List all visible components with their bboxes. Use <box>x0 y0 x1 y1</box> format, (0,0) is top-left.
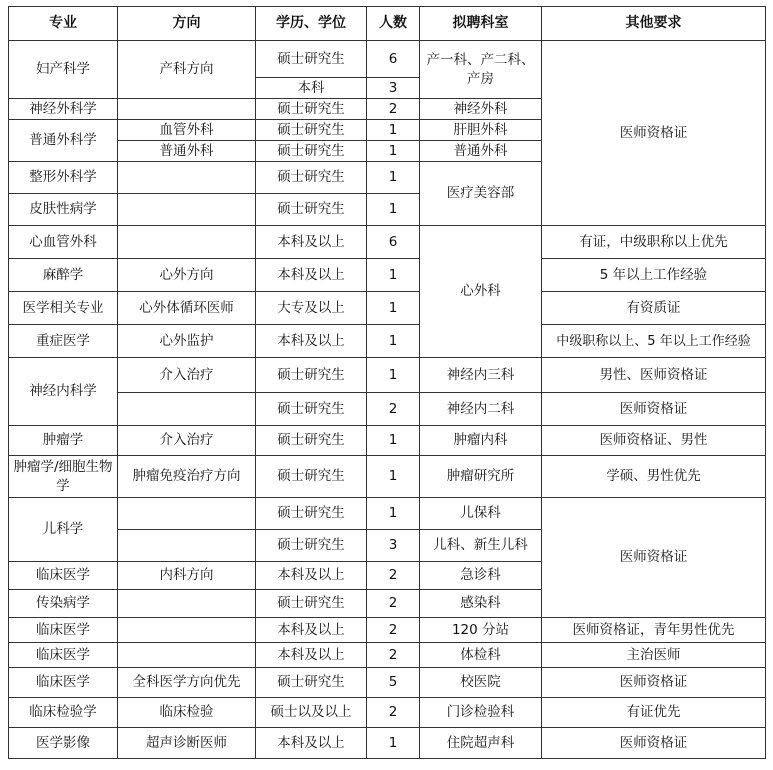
department-cell: 肿瘤内科 <box>420 426 542 456</box>
education-cell: 硕士研究生 <box>256 590 367 618</box>
major-cell: 医学相关专业 <box>9 292 118 325</box>
requirements-cell: 主治医师 <box>542 643 766 668</box>
direction-cell <box>118 194 256 226</box>
table-row <box>9 226 766 259</box>
table-row <box>9 393 766 426</box>
education-cell: 本科及以上 <box>256 259 367 292</box>
direction-cell: 介入治疗 <box>118 358 256 393</box>
direction-cell: 全科医学方向优先 <box>118 668 256 698</box>
direction-cell <box>118 618 256 643</box>
requirements-cell: 医师资格证 <box>542 41 766 226</box>
count-cell: 1 <box>367 498 420 530</box>
major-cell: 临床医学 <box>9 643 118 668</box>
direction-cell: 内科方向 <box>118 562 256 590</box>
major-cell: 妇产科学 <box>9 41 118 99</box>
count-cell: 2 <box>367 99 420 120</box>
count-cell: 2 <box>367 698 420 728</box>
count-cell: 6 <box>367 41 420 78</box>
major-cell: 心血管外科 <box>9 226 118 259</box>
department-cell: 神经内三科 <box>420 358 542 393</box>
direction-cell: 肿瘤免疫治疗方向 <box>118 456 256 498</box>
department-cell: 儿保科 <box>420 498 542 530</box>
education-cell: 本科及以上 <box>256 618 367 643</box>
requirements-cell: 医师资格证、男性 <box>542 426 766 456</box>
major-cell: 医学影像 <box>9 728 118 759</box>
table-row <box>9 498 766 530</box>
direction-cell: 超声诊断医师 <box>118 728 256 759</box>
table-row <box>9 456 766 498</box>
header-department: 拟聘科室 <box>420 7 542 41</box>
count-cell: 1 <box>367 120 420 141</box>
header-education: 学历、学位 <box>256 7 367 41</box>
table-row <box>9 643 766 668</box>
direction-cell <box>118 590 256 618</box>
major-cell: 整形外科学 <box>9 162 118 194</box>
direction-cell <box>118 393 256 426</box>
major-cell: 麻醉学 <box>9 259 118 292</box>
count-cell: 6 <box>367 226 420 259</box>
count-cell: 2 <box>367 618 420 643</box>
department-cell: 医疗美容部 <box>420 162 542 226</box>
requirements-cell: 医师资格证，青年男性优先 <box>542 618 766 643</box>
education-cell: 硕士研究生 <box>256 668 367 698</box>
count-cell: 1 <box>367 162 420 194</box>
education-cell: 硕士研究生 <box>256 426 367 456</box>
major-cell: 普通外科学 <box>9 120 118 162</box>
department-cell: 神经外科 <box>420 99 542 120</box>
education-cell: 硕士研究生 <box>256 498 367 530</box>
table-row <box>9 259 766 292</box>
table-row <box>9 292 766 325</box>
education-cell: 硕士研究生 <box>256 358 367 393</box>
education-cell: 本科及以上 <box>256 325 367 358</box>
count-cell: 1 <box>367 141 420 162</box>
department-cell: 肿瘤研究所 <box>420 456 542 498</box>
department-cell: 产一科、产二科、产房 <box>420 41 542 99</box>
department-cell: 体检科 <box>420 643 542 668</box>
department-cell: 儿科、新生儿科 <box>420 530 542 562</box>
direction-cell: 心外监护 <box>118 325 256 358</box>
table-row <box>9 325 766 358</box>
requirements-cell: 有证优先 <box>542 698 766 728</box>
education-cell: 本科及以上 <box>256 226 367 259</box>
count-cell: 2 <box>367 643 420 668</box>
table-row <box>9 668 766 698</box>
major-cell: 临床医学 <box>9 668 118 698</box>
direction-cell <box>118 99 256 120</box>
education-cell: 硕士以及以上 <box>256 698 367 728</box>
count-cell: 1 <box>367 259 420 292</box>
table-row <box>9 618 766 643</box>
count-cell: 2 <box>367 393 420 426</box>
department-cell: 急诊科 <box>420 562 542 590</box>
department-cell: 感染科 <box>420 590 542 618</box>
education-cell: 硕士研究生 <box>256 456 367 498</box>
department-cell: 神经内二科 <box>420 393 542 426</box>
education-cell: 本科及以上 <box>256 643 367 668</box>
department-cell: 校医院 <box>420 668 542 698</box>
education-cell: 大专及以上 <box>256 292 367 325</box>
header-direction: 方向 <box>118 7 256 41</box>
requirements-cell: 中级职称以上、5 年以上工作经验 <box>542 325 766 358</box>
table-row <box>9 358 766 393</box>
education-cell: 硕士研究生 <box>256 194 367 226</box>
major-cell: 皮肤性病学 <box>9 194 118 226</box>
header-major: 专业 <box>9 7 118 41</box>
requirements-cell: 5 年以上工作经验 <box>542 259 766 292</box>
requirements-cell: 医师资格证 <box>542 728 766 759</box>
header-requirements: 其他要求 <box>542 7 766 41</box>
education-cell: 硕士研究生 <box>256 41 367 78</box>
table-row <box>9 698 766 728</box>
major-cell: 神经内科学 <box>9 358 118 426</box>
direction-cell: 产科方向 <box>118 41 256 99</box>
major-cell: 临床医学 <box>9 562 118 590</box>
count-cell: 5 <box>367 668 420 698</box>
department-cell: 住院超声科 <box>420 728 542 759</box>
direction-cell: 临床检验 <box>118 698 256 728</box>
major-cell: 肿瘤学/细胞生物学 <box>9 456 118 498</box>
direction-cell: 普通外科 <box>118 141 256 162</box>
department-cell: 120 分站 <box>420 618 542 643</box>
department-cell: 肝胆外科 <box>420 120 542 141</box>
count-cell: 1 <box>367 728 420 759</box>
requirements-cell: 有证，中级职称以上优先 <box>542 226 766 259</box>
count-cell: 1 <box>367 426 420 456</box>
requirements-cell: 男性、医师资格证 <box>542 358 766 393</box>
education-cell: 硕士研究生 <box>256 141 367 162</box>
department-cell: 普通外科 <box>420 141 542 162</box>
requirements-cell: 学硕、男性优先 <box>542 456 766 498</box>
education-cell: 本科及以上 <box>256 728 367 759</box>
direction-cell <box>118 498 256 530</box>
count-cell: 1 <box>367 358 420 393</box>
table-row <box>9 426 766 456</box>
education-cell: 硕士研究生 <box>256 99 367 120</box>
count-cell: 1 <box>367 456 420 498</box>
major-cell: 传染病学 <box>9 590 118 618</box>
requirements-cell: 医师资格证 <box>542 498 766 618</box>
requirements-cell: 有资质证 <box>542 292 766 325</box>
major-cell: 临床检验学 <box>9 698 118 728</box>
direction-cell: 介入治疗 <box>118 426 256 456</box>
education-cell: 硕士研究生 <box>256 162 367 194</box>
education-cell: 本科 <box>256 78 367 99</box>
header-row <box>9 7 766 41</box>
count-cell: 2 <box>367 562 420 590</box>
direction-cell <box>118 643 256 668</box>
recruitment-table <box>8 6 766 759</box>
requirements-cell: 医师资格证 <box>542 393 766 426</box>
header-count: 人数 <box>367 7 420 41</box>
department-cell: 门诊检验科 <box>420 698 542 728</box>
education-cell: 本科及以上 <box>256 562 367 590</box>
direction-cell <box>118 162 256 194</box>
education-cell: 硕士研究生 <box>256 393 367 426</box>
education-cell: 硕士研究生 <box>256 530 367 562</box>
education-cell: 硕士研究生 <box>256 120 367 141</box>
direction-cell: 心外体循环医师 <box>118 292 256 325</box>
direction-cell <box>118 226 256 259</box>
major-cell: 儿科学 <box>9 498 118 562</box>
department-cell: 心外科 <box>420 226 542 358</box>
direction-cell: 心外方向 <box>118 259 256 292</box>
count-cell: 1 <box>367 325 420 358</box>
direction-cell: 血管外科 <box>118 120 256 141</box>
count-cell: 3 <box>367 78 420 99</box>
table-row <box>9 728 766 759</box>
count-cell: 1 <box>367 292 420 325</box>
major-cell: 肿瘤学 <box>9 426 118 456</box>
major-cell: 临床医学 <box>9 618 118 643</box>
count-cell: 3 <box>367 530 420 562</box>
major-cell: 神经外科学 <box>9 99 118 120</box>
requirements-cell: 医师资格证 <box>542 668 766 698</box>
table-row <box>9 41 766 78</box>
direction-cell <box>118 530 256 562</box>
count-cell: 2 <box>367 590 420 618</box>
count-cell: 1 <box>367 194 420 226</box>
major-cell: 重症医学 <box>9 325 118 358</box>
